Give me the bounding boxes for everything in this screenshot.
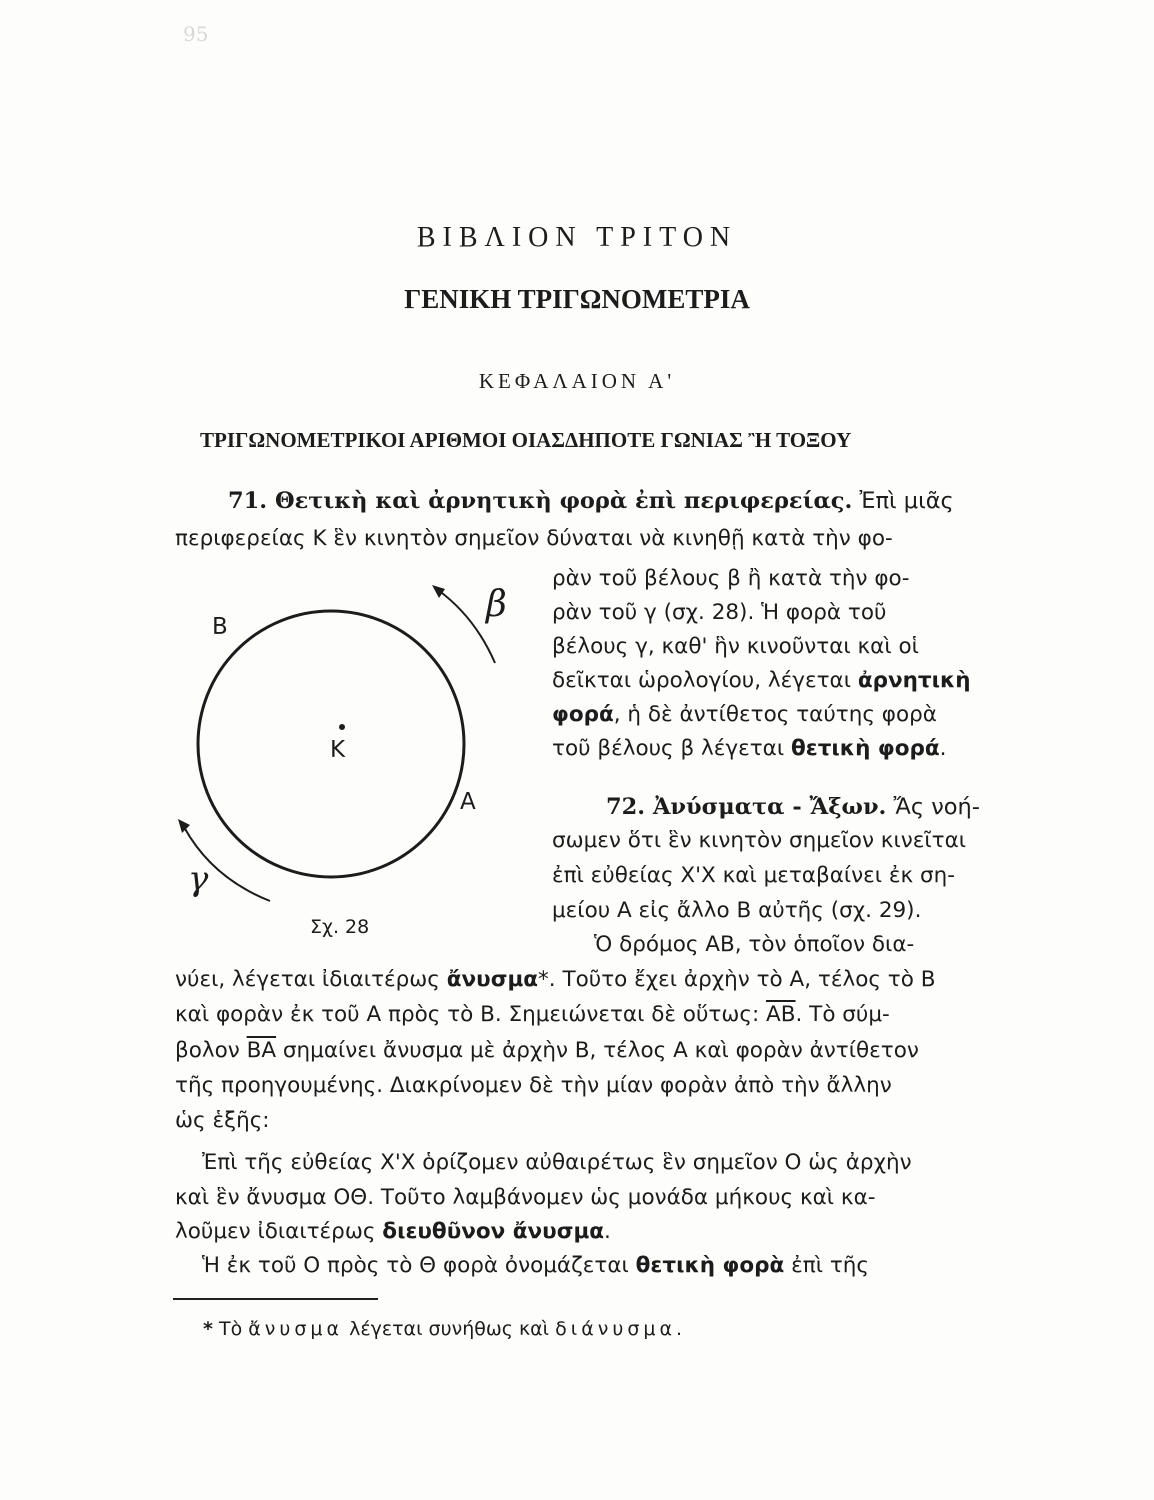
- footnote-rule: [173, 1298, 378, 1300]
- s72-l14-c: ἐπὶ τῆς: [784, 1253, 870, 1278]
- book-title: ΒΙΒΛΙΟΝ ΤΡΙΤΟΝ: [416, 222, 738, 253]
- figure-caption: Σχ. 28: [310, 916, 370, 938]
- s72-line-2: σωμεν ὅτι ἓν κινητὸν σημεῖον κινεῖται: [552, 828, 967, 853]
- section-title: ΓΕΝΙΚΗ ΤΡΙΓΩΝΟΜΕΤΡΙΑ: [404, 284, 750, 314]
- s72-l1-rest: Ἄς νοή-: [886, 794, 980, 820]
- s72-l8-c: σημαίνει ἄνυσμα μὲ ἀρχὴν Β, τέλος Α καὶ φορὰν ἀντίθετον: [276, 1038, 919, 1063]
- s72-line-7: [175, 1000, 890, 1030]
- figure-28: [170, 555, 550, 949]
- footnote-c: .: [676, 1318, 683, 1340]
- s71-line-8: [552, 734, 946, 764]
- s72-l8-a: βολον: [175, 1038, 247, 1063]
- s72-line-8: [175, 1036, 919, 1066]
- label-k: Κ: [330, 737, 346, 763]
- page-number: 95: [183, 22, 209, 46]
- s72-term-positive: θετικὴ φορὰ: [635, 1253, 785, 1278]
- s72-line-12: καὶ ἓν ἄνυσμα ΟΘ. Τοῦτο λαμβάνομεν ὡς μονάδα μήκους καὶ κα-: [175, 1185, 876, 1210]
- s72-line-14: [202, 1251, 869, 1281]
- chapter-title: ΤΡΙΓΩΝΟΜΕΤΡΙΚΟΙ ΑΡΙΘΜΟΙ ΟΙΑΣΔΗΠΟΤΕ ΓΩΝΙΑΣ Ἢ ΤΟΞΟΥ: [200, 428, 852, 452]
- s71-line-6: [552, 666, 971, 696]
- s72-l7-a: καὶ φορὰν ἐκ τοῦ Α πρὸς τὸ Β. Σημειώνεται δὲ οὕτως:: [175, 1002, 767, 1027]
- figure-28-drawing: [170, 555, 550, 945]
- footnote-star: *: [203, 1318, 213, 1340]
- s72-line-5: Ὁ δρόμος ΑΒ, τὸν ὁποῖον δια-: [594, 932, 915, 957]
- s71-term-positive: θετικὴ φορά: [790, 736, 940, 761]
- s72-line-1: [606, 792, 980, 822]
- s71-term-negative: ἀρνητικὴ: [857, 668, 971, 693]
- footnote-word-anysma: ἄνυσμα: [248, 1318, 344, 1340]
- s71-line-7: [552, 700, 937, 730]
- s71-l8-c: .: [939, 736, 947, 761]
- s71-line-2: περιφερείας Κ ἓν κινητὸν σημεῖον δύναται νὰ κινηθῇ κατὰ τὴν φο-: [175, 526, 893, 551]
- s71-line-1: [228, 486, 954, 516]
- s71-line-5: βέλους γ, καθ' ἣν κινοῦνται καὶ οἱ: [552, 634, 919, 659]
- s71-term-fora: φορά: [552, 702, 614, 727]
- s72-line-13: [175, 1217, 611, 1247]
- footnote-word-dianysma: διάνυσμα: [555, 1318, 676, 1340]
- chapter-label: ΚΕΦΑΛΑΙΟΝ Α': [478, 369, 676, 393]
- s71-line-3: ρὰν τοῦ βέλους β ἢ κατὰ τὴν φο-: [552, 566, 910, 591]
- label-beta: β: [486, 584, 507, 625]
- s72-l7-c: . Τὸ σύμ-: [795, 1002, 890, 1027]
- label-a: Α: [460, 789, 476, 815]
- s72-l13-c: .: [604, 1219, 611, 1244]
- s72-l6-c: *. Τοῦτο ἔχει ἀρχὴν τὸ Α, τέλος τὸ Β: [538, 967, 936, 992]
- s72-term-unit-vector: διευθῦνον ἄνυσμα: [382, 1219, 605, 1244]
- s72-line-9: τῆς προηγουμένης. Διακρίνομεν δὲ τὴν μίαν φορὰν ἀπὸ τὴν ἄλλην: [175, 1073, 892, 1098]
- s72-l14-a: Ἡ ἐκ τοῦ Ο πρὸς τὸ Θ φορὰ ὀνομάζεται: [202, 1253, 636, 1278]
- arrow-beta-head: [432, 585, 445, 598]
- arrow-gamma-head: [178, 819, 190, 833]
- s72-line-4: μείου Α εἰς ἄλλο Β αὐτῆς (σχ. 29).: [552, 898, 922, 923]
- footnote-b: λέγεται συνήθως καὶ: [343, 1318, 556, 1340]
- s72-line-10: ὡς ἑξῆς:: [175, 1108, 270, 1133]
- s72-heading: 72. Ἀνύσματα - Ἄξων.: [606, 794, 887, 820]
- vector-ab: $\overline{AB}$: [766, 1002, 796, 1027]
- label-gamma: γ: [188, 859, 209, 899]
- s72-term-anysma: ἄνυσμα: [446, 967, 539, 992]
- s72-l13-a: λοῦμεν ἰδιαιτέρως: [175, 1219, 383, 1244]
- s71-heading: 71. Θετικὴ καὶ ἀρνητικὴ φορὰ ἐπὶ περιφερείας.: [228, 488, 853, 514]
- s71-line-4: ρὰν τοῦ γ (σχ. 28). Ἡ φορὰ τοῦ: [552, 600, 887, 625]
- footnote: [203, 1318, 682, 1340]
- label-b: Β: [212, 614, 228, 640]
- s72-line-11: Ἐπὶ τῆς εὐθείας Χ'Χ ὁρίζομεν αὐθαιρέτως ἓν σημεῖον Ο ὡς ἀρχὴν: [202, 1150, 912, 1175]
- s71-l7-b: , ἡ δὲ ἀντίθετος ταύτης φορὰ: [613, 702, 937, 727]
- s72-line-6: [175, 965, 936, 995]
- s71-l1-rest: Ἐπὶ μιᾶς: [852, 488, 954, 514]
- s71-l6-a: δεῖκται ὡρολογίου, λέγεται: [552, 668, 858, 693]
- footnote-a: Τὸ: [212, 1318, 249, 1340]
- s71-l8-a: τοῦ βέλους β λέγεται: [552, 736, 791, 761]
- center-dot: [339, 724, 345, 730]
- s72-line-3: ἐπὶ εὐθείας Χ'Χ καὶ μεταβαίνει ἐκ ση-: [552, 863, 956, 888]
- s72-l6-a: νύει, λέγεται ἰδιαιτέρως: [175, 967, 447, 992]
- vector-ba: $\overline{BA}$: [246, 1038, 277, 1063]
